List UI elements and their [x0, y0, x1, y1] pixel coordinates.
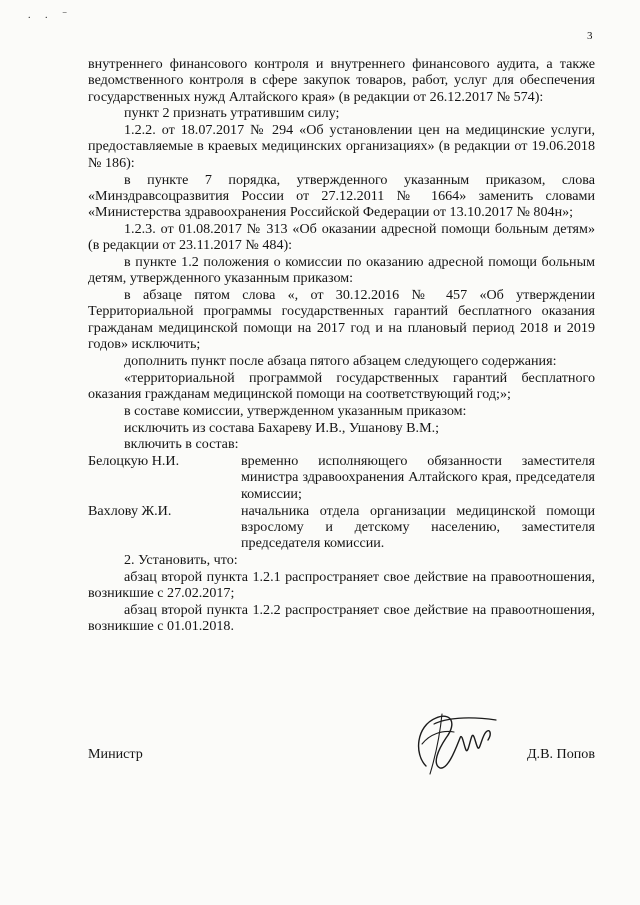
paragraph-2: пункт 2 признать утратившим силу;: [124, 105, 340, 122]
scan-marks: . . ⁻: [28, 10, 74, 21]
signatory-position: Министр: [88, 746, 143, 762]
paragraph-14: абзац второй пункта 1.2.1 распространяет свое действие на правоотношения, возникшие с 27.02.2017;: [88, 568, 595, 601]
signatory-name: Д.В. Попов: [526, 746, 595, 762]
paragraph-6: в пункте 1.2 положения о комиссии по оказанию адресной помощи больным детям, утвержденного указанным приказом:: [88, 254, 595, 287]
member-position: начальника отдела организации медицинской помощи взрослому и детскому населению, заместителя председателя комиссии.: [241, 502, 595, 552]
page-number: 3: [587, 30, 593, 42]
paragraph-13: 2. Установить, что:: [124, 551, 238, 568]
member-name: Вахлову Ж.И.: [88, 502, 172, 519]
paragraph-3: 1.2.2. от 18.07.2017 № 294 «Об установлении цен на медицинские услуги, предоставляемые в краевых медицинских организациях» (в редакции от 19.06.2018 № 186):: [88, 122, 595, 171]
paragraph-1: внутреннего финансового контроля и внутреннего финансового аудита, а также ведомственного контроля в сфере закупок товаров, работ, услуг для обеспечения государственных нужд Алтайского края» (в редакции от 26.12.2017 № 574):: [88, 56, 595, 105]
member-name: Белоцкую Н.И.: [88, 453, 180, 470]
paragraph-11: исключить из состава Бахареву И.В., Ушанову В.М.;: [124, 419, 440, 436]
paragraph-10: в составе комиссии, утвержденном указанным приказом:: [124, 402, 467, 419]
member-row: [88, 503, 595, 552]
handwritten-signature: [406, 704, 502, 778]
member-position: временно исполняющего обязанности заместителя министра здравоохранения Алтайского края, председателя комиссии;: [241, 453, 595, 502]
document-body: [88, 56, 595, 635]
paragraph-8: дополнить пункт после абзаца пятого абзацем следующего содержания:: [124, 352, 557, 369]
paragraph-5: 1.2.3. от 01.08.2017 № 313 «Об оказании адресной помощи больным детям» (в редакции от 23.11.2017 № 484):: [88, 220, 595, 254]
signature-block: [88, 704, 595, 784]
paragraph-12: включить в состав:: [124, 436, 239, 453]
member-row: [88, 453, 595, 502]
paragraph-4: в пункте 7 порядка, утвержденного указанным приказом, слова «Минздравсоцразвития России от 27.12.2011 № 1664» заменить словами «Министерства здравоохранения Российской Федерации от 13.10.2017 № 804н»;: [88, 171, 595, 221]
paragraph-9: «территориальной программой государственных гарантий бесплатного оказания гражданам медицинской помощи на соответствующий год;»;: [88, 369, 595, 402]
paragraph-15: абзац второй пункта 1.2.2 распространяет свое действие на правоотношения, возникшие с 01.01.2018.: [88, 601, 595, 635]
paragraph-7: в абзаце пятом слова «, от 30.12.2016 № 457 «Об утверждении Территориальной программы государственных гарантий бесплатного оказания гражданам медицинской помощи на 2017 год и на плановый период 2018 и 2019 годов» исключить;: [88, 287, 595, 353]
